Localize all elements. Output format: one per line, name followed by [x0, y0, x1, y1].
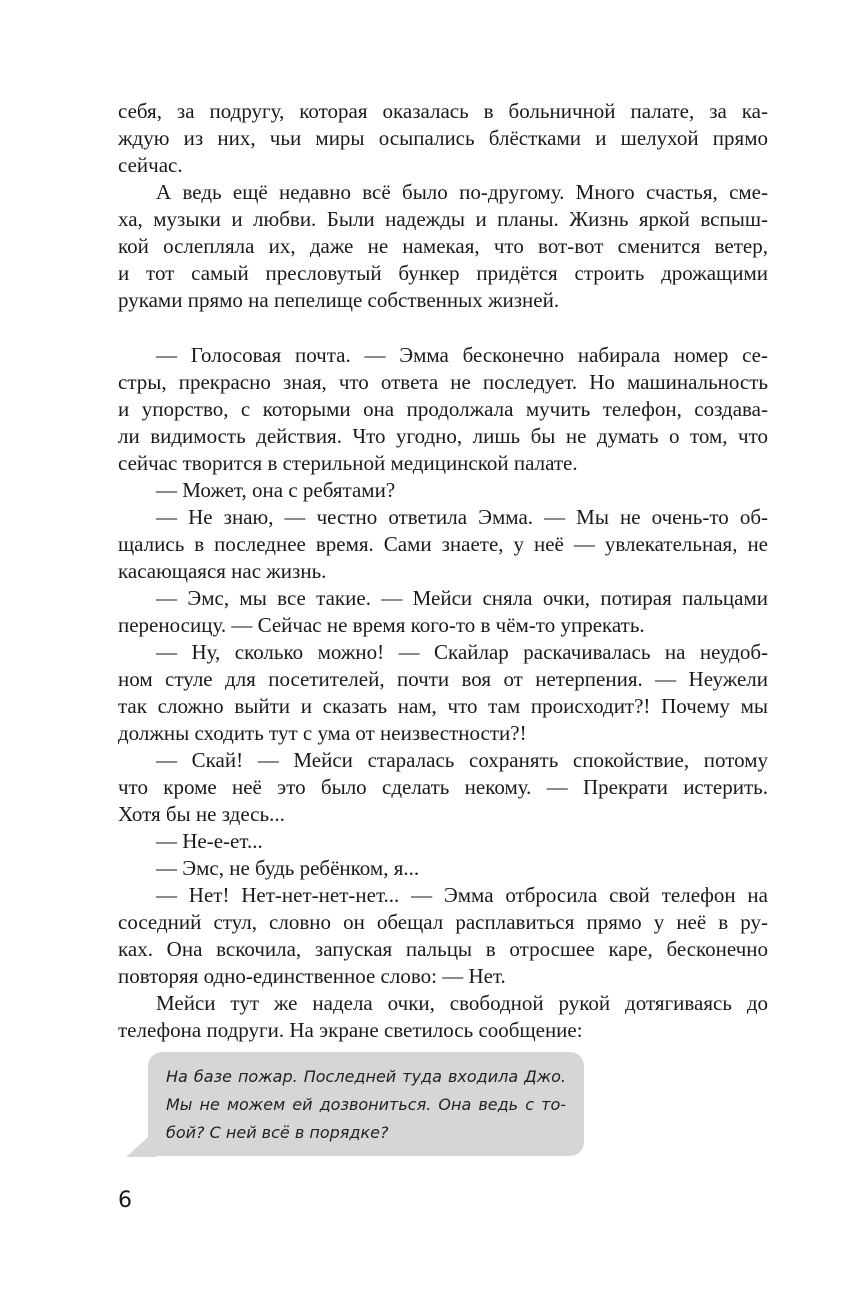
text-line: сейчас творится в стерильной медицинской палате. [118, 451, 578, 475]
text-line: должны сходить тут с ума от неизвестности?! [118, 721, 527, 745]
message-line: На базе пожар. Последней туда входила Джо. [166, 1067, 566, 1086]
text-line: — Не-е-ет... [156, 829, 263, 853]
paragraph [118, 504, 768, 585]
text-line: Хотя бы не здесь... [118, 802, 285, 826]
message-text [166, 1063, 566, 1147]
body-text [118, 98, 768, 1044]
text-line: касающаяся нас жизнь. [118, 559, 327, 583]
text-line: что кроме неё это было сделать некому. — Прекрати истерить. [118, 775, 768, 799]
text-line: ждую из них, чьи миры осыпались блёстками и шелухой прямо [118, 126, 768, 150]
text-line: сейчас. [118, 153, 183, 177]
text-line: — Голосовая почта. — Эмма бесконечно набирала номер се- [156, 343, 768, 367]
text-line: щались в последнее время. Сами знаете, у неё — увлекательная, не [118, 532, 768, 556]
text-line: Мейси тут же надела очки, свободной рукой дотягиваясь до [156, 991, 768, 1015]
text-line: кой ослепляла их, даже не намекая, что вот-вот сменится ветер, [118, 234, 768, 258]
text-line: себя, за подругу, которая оказалась в больничной палате, за ка- [118, 99, 768, 123]
page-number: 6 [118, 1188, 132, 1213]
text-line: стры, прекрасно зная, что ответа не последует. Но машинальность [118, 370, 768, 394]
message-line: Мы не можем ей дозвониться. Она ведь с то- [166, 1095, 566, 1114]
message-line: бой? С ней всё в порядке? [166, 1123, 389, 1142]
text-line: — Скай! — Мейси старалась сохранять спокойствие, потому [156, 748, 768, 772]
text-line: ках. Она вскочила, запуская пальцы в отросшее каре, бесконечно [118, 937, 768, 961]
text-line: повторяя одно-единственное слово: — Нет. [118, 964, 506, 988]
paragraph [118, 882, 768, 990]
text-line: — Может, она с ребятами? [156, 478, 396, 502]
paragraph [118, 98, 768, 179]
section-break [118, 314, 768, 342]
text-line: — Эмс, не будь ребёнком, я... [156, 856, 420, 880]
text-line: ли видимость действия. Что угодно, лишь бы не думать о том, что [118, 424, 768, 448]
paragraph [118, 855, 768, 882]
text-line: — Эмс, мы все такие. — Мейси сняла очки, потирая пальцами [156, 586, 768, 610]
text-line: — Не знаю, — честно ответила Эмма. — Мы не очень-то об- [156, 505, 768, 529]
text-line: — Ну, сколько можно! — Скайлар раскачивалась на неудоб- [156, 640, 768, 664]
text-line: — Нет! Нет-нет-нет-нет... — Эмма отбросила свой телефон на [156, 883, 768, 907]
message-bubble [148, 1052, 584, 1156]
text-line: соседний стул, словно он обещал расплавиться прямо у неё в ру- [118, 910, 768, 934]
paragraph [118, 990, 768, 1044]
paragraph [118, 477, 768, 504]
paragraph [118, 585, 768, 639]
paragraph [118, 342, 768, 477]
text-line: ха, музыки и любви. Были надежды и планы. Жизнь яркой вспыш- [118, 207, 768, 231]
text-line: ном стуле для посетителей, почти воя от нетерпения. — Неужели [118, 667, 768, 691]
paragraph [118, 179, 768, 314]
text-line: руками прямо на пепелище собственных жизней. [118, 288, 560, 312]
text-line: и тот самый пресловутый бункер придётся строить дрожащими [118, 261, 768, 285]
text-line: переносицу. — Сейчас не время кого-то в чём-то упрекать. [118, 613, 645, 637]
text-line: телефона подруги. На экране светилось сообщение: [118, 1018, 583, 1042]
paragraph [118, 639, 768, 747]
text-line: и упорство, с которыми она продолжала мучить телефон, создава- [118, 397, 768, 421]
paragraph [118, 828, 768, 855]
paragraph [118, 747, 768, 828]
text-line: А ведь ещё недавно всё было по-другому. Много счастья, сме- [156, 180, 768, 204]
text-line: так сложно выйти и сказать нам, что там происходит?! Почему мы [118, 694, 768, 718]
